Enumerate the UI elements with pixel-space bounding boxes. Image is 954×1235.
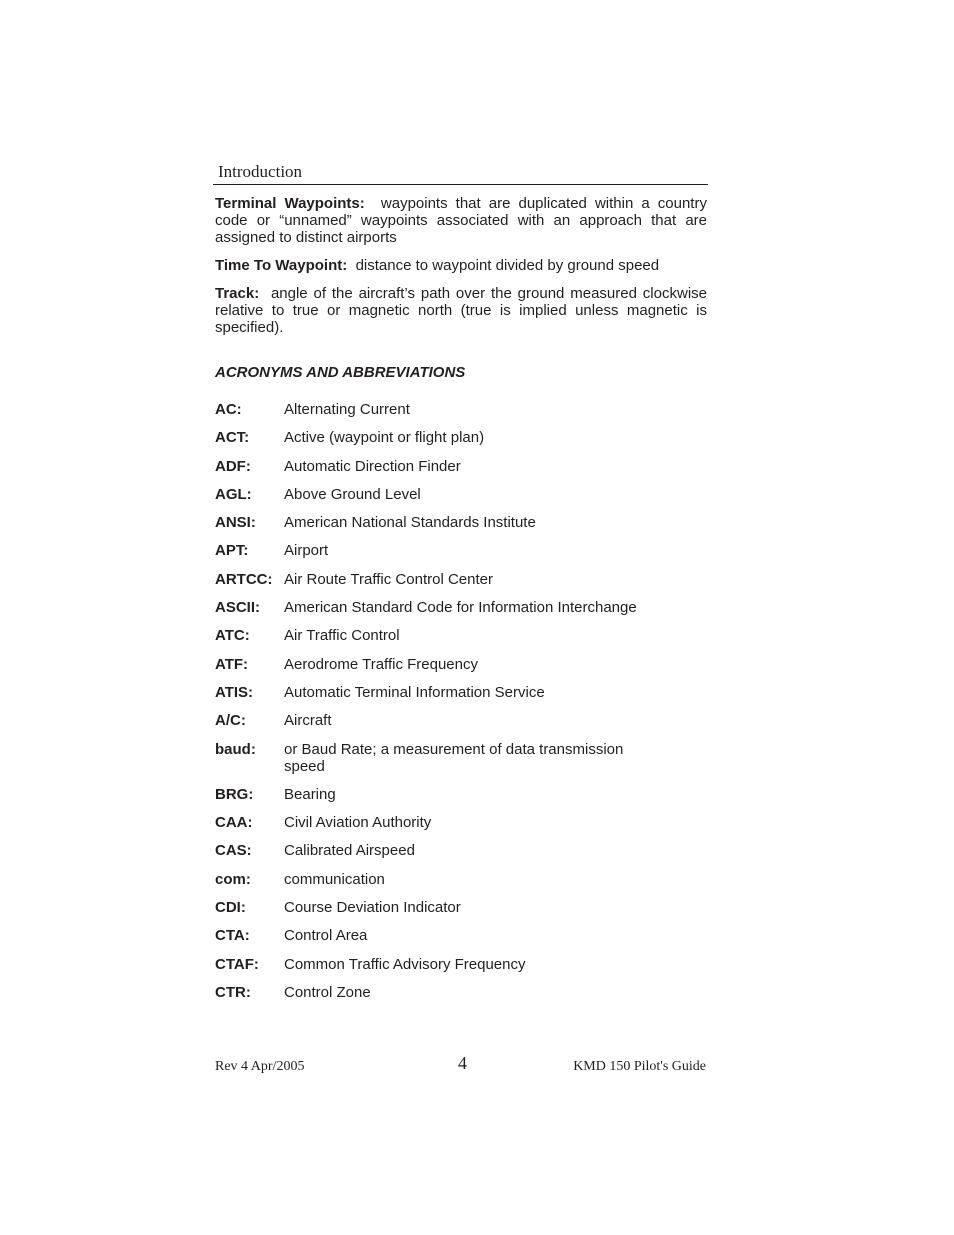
acronym-meaning: Alternating Current <box>284 401 410 418</box>
acronym-row <box>215 842 707 859</box>
acronym-meaning: Aircraft <box>284 712 332 730</box>
acronym-meaning: Air Route Traffic Control Center <box>284 570 493 588</box>
acronym-list <box>215 401 707 1001</box>
acronym-row <box>215 514 707 531</box>
acronym-row <box>215 627 707 644</box>
acronym-meaning: Course Deviation Indicator <box>284 899 461 917</box>
definition-term: Time To Waypoint: <box>215 257 348 274</box>
page-number: 4 <box>458 1053 467 1073</box>
acronym-meaning: Bearing <box>284 785 336 803</box>
acronym-abbr: ACT: <box>215 429 250 447</box>
definition-time-to-waypoint <box>215 257 707 274</box>
definition-text: waypoints that are duplicated within a country code or “unnamed” waypoints associated with an approach that are assigned to distinct airports <box>215 195 707 246</box>
acronym-meaning: Airport <box>284 542 329 560</box>
acronym-meaning: Control Zone <box>284 983 371 1001</box>
acronym-abbr: ARTCC: <box>215 570 273 588</box>
acronym-abbr: ATC: <box>215 627 250 645</box>
acronym-row <box>215 927 707 944</box>
acronym-meaning: Air Traffic Control <box>284 627 400 645</box>
acronym-abbr: A/C: <box>215 712 246 730</box>
acronym-meaning: Common Traffic Advisory Frequency <box>284 955 526 973</box>
acronym-abbr: ATF: <box>215 655 249 673</box>
acronym-abbr: CAA: <box>215 814 253 832</box>
acronym-abbr: ASCII: <box>215 599 260 617</box>
acronym-abbr: CAS: <box>215 842 252 860</box>
acronym-row <box>215 899 707 916</box>
acronym-row <box>215 984 707 1001</box>
acronym-abbr: com: <box>215 870 251 888</box>
footer-guide-title: KMD 150 Pilot's Guide <box>573 1059 706 1074</box>
acronym-meaning: Automatic Direction Finder <box>284 457 461 475</box>
acronym-row <box>215 542 707 559</box>
acronym-row <box>215 712 707 729</box>
acronym-row <box>215 871 707 888</box>
acronym-row <box>215 599 707 616</box>
acronym-row <box>215 486 707 503</box>
acronym-abbr: CDI: <box>215 899 246 917</box>
acronym-abbr: ADF: <box>215 457 251 475</box>
page-header <box>213 162 708 185</box>
acronym-meaning: Active (waypoint or flight plan) <box>284 429 485 447</box>
acronym-abbr: ANSI: <box>215 514 256 532</box>
definition-terminal-waypoints <box>215 195 707 246</box>
acronym-meaning: Civil Aviation Authority <box>284 814 432 832</box>
definition-term: Terminal Waypoints: <box>215 195 365 212</box>
acronym-meaning: or Baud Rate; a measurement of data transmission speed <box>284 740 624 775</box>
acronym-abbr: baud: <box>215 740 256 758</box>
acronym-row <box>215 656 707 673</box>
definition-track <box>215 285 707 336</box>
acronym-row <box>215 429 707 446</box>
acronym-row <box>215 684 707 701</box>
acronym-abbr: AC: <box>215 401 242 418</box>
acronym-row <box>215 741 707 775</box>
acronym-meaning: American National Standards Institute <box>284 514 536 532</box>
acronym-meaning: communication <box>284 870 385 888</box>
section-title: ACRONYMS AND ABBREVIATIONS <box>215 364 466 381</box>
acronym-meaning: Aerodrome Traffic Frequency <box>284 655 478 673</box>
acronym-row <box>215 786 707 803</box>
acronym-row <box>215 814 707 831</box>
acronym-meaning: Automatic Terminal Information Service <box>284 683 545 701</box>
definition-text: distance to waypoint divided by ground speed <box>355 257 660 274</box>
acronym-abbr: BRG: <box>215 785 254 803</box>
header-title: Introduction <box>218 162 303 181</box>
acronym-row <box>215 571 707 588</box>
acronym-row <box>215 401 707 418</box>
acronym-abbr: CTA: <box>215 927 250 945</box>
footer-revision: Rev 4 Apr/2005 <box>215 1059 305 1074</box>
acronym-meaning: American Standard Code for Information Interchange <box>284 599 637 617</box>
acronym-row <box>215 956 707 973</box>
acronym-meaning: Above Ground Level <box>284 485 421 503</box>
acronym-abbr: ATIS: <box>215 683 254 701</box>
acronym-meaning: Calibrated Airspeed <box>284 842 415 860</box>
acronym-row <box>215 458 707 475</box>
definition-text: angle of the aircraft’s path over the ground measured clockwise relative to true or magnetic north (true is implied unless magnetic is specified). <box>215 285 707 336</box>
acronym-abbr: CTR: <box>215 983 251 1001</box>
acronym-abbr: APT: <box>215 542 249 560</box>
page-content <box>215 195 707 1012</box>
definition-term: Track: <box>215 285 260 302</box>
acronym-abbr: AGL: <box>215 485 252 503</box>
acronym-abbr: CTAF: <box>215 955 259 973</box>
acronym-meaning: Control Area <box>284 927 368 945</box>
